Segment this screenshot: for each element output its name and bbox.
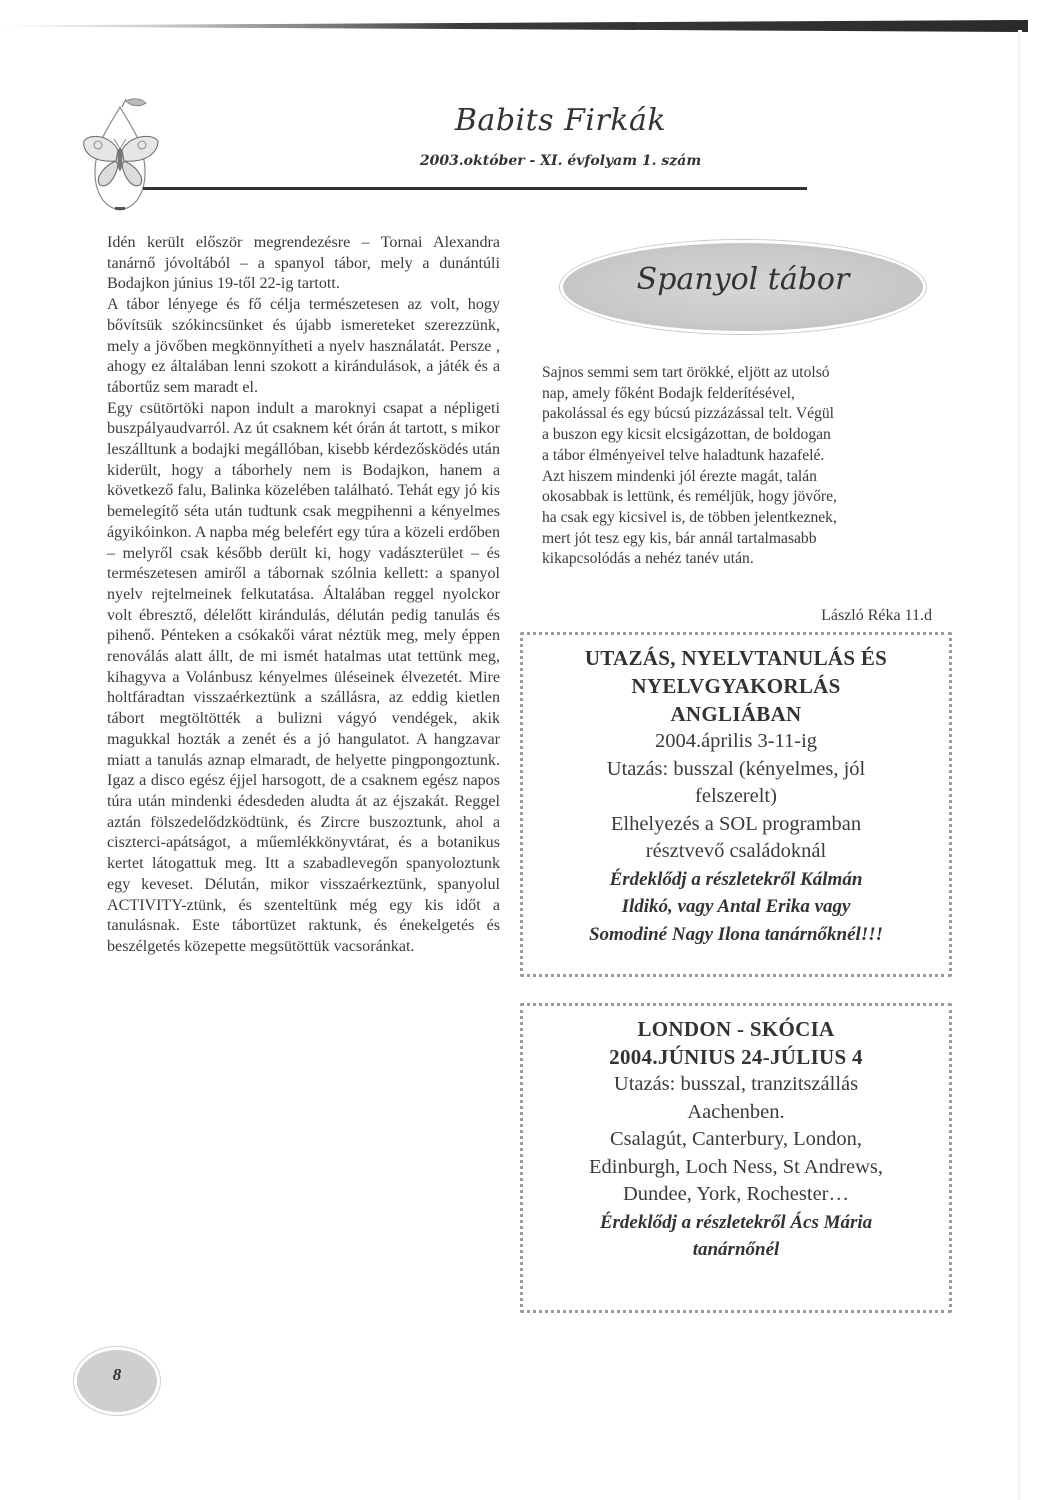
article-line: Sajnos semmi sem tart örökké, eljött az utolsó: [542, 364, 830, 381]
article-line: Azt hiszem mindenki jól érezte magát, talán: [542, 467, 817, 485]
scan-edge-bar: [0, 20, 1028, 32]
article-line: a buszon egy kicsit elcsigázottan, de boldogan: [542, 426, 831, 444]
article-paragraph: Idén került először megrendezésre – Tornai Alexandra tanárnő jóvoltából – a spanyol tábor, mely a dunántúli Bodajkon június 19-től 22-ig tartott.: [107, 234, 500, 293]
ad-heading: NYELVGYAKORLÁS: [631, 674, 841, 698]
ad-heading: ANGLIÁBAN: [670, 702, 802, 726]
ad-box-london-scotland: [520, 1003, 952, 1313]
ad-line: felszerelt): [695, 785, 777, 807]
article-body-left: [107, 233, 500, 958]
ad-heading: LONDON - SKÓCIA: [637, 1017, 835, 1041]
ad-contact: tanárnőnél: [692, 1239, 780, 1260]
ad-line: Edinburgh, Loch Ness, St Andrews,: [588, 1155, 883, 1178]
ad-line: Utazás: busszal, tranzitszállás: [613, 1073, 859, 1095]
article-author: László Réka 11.d: [821, 607, 932, 624]
page-edge: [1018, 30, 1022, 1500]
publication-title: Babits Firkák: [454, 103, 667, 138]
ad-heading: 2004.JÚNIUS 24-JÚLIUS 4: [609, 1045, 863, 1069]
article-paragraph: A tábor lényege és fő célja természetesen az volt, hogy bővítsük szókincsünket és újabb ismereteket szerezzünk, mely a jövőben megkönnyítheti a nyelv használatát. Persze , ahogy ez általában lenni szokott a kirándulások, a játék és a tábortűz sem maradt el.: [107, 296, 500, 396]
article-line: a tábor élményeivel telve haladtunk hazafelé.: [542, 446, 825, 464]
article-line: nap, amely főként Bodajk felderítésével,: [542, 384, 795, 402]
article-heading: Spanyol tábor: [636, 262, 850, 297]
ad-line: Csalagút, Canterbury, London,: [609, 1128, 863, 1150]
article-paragraph: Egy csütörtöki napon indult a maroknyi csapat a népligeti buszpályaudvarról. Az út csaknem két órán át tartott, s mikor leszálltunk a bodajki megállóban, kisebb kérdezősködés után kiderült, hogy a táborhely nem is Bodajkon, hanem a következő falu, Balinka közelében található. Tehát egy jó kis bemelegítő séta után tudtunk csak megpihenni a kényelmes ágyikóinkon. A napba még belefért egy túra a közeli erdőben – melyről csak később derült ki, hogy vadászterület – és természetesen amiről a tábornak szólnia kellett: a spanyol nyelv rejtelmeinek felkutatása. Általában reggel nyolckor volt ébresztő, délelőtt kirándulás, délután pedig tanulás és pihenő. Pénteken a csókakői várat néztük meg, mely éppen renoválás alatt állt, de mi ismét hatalmas utat tettünk meg, kihagyva a Volánbusz kényelmes üléseinek élvezetét. Mire holtfáradtan visszaérkeztünk a szállásra, az eddig kietlen tábort megtöltötték a bulizni vágyó vendégek, akik magukkal hozták a zenét és a jó hangulatot. A hangzavar miatt a tanulás aznap elmaradt, de helyette pingpongoztunk. Igaz a disco egész éjjel harsogott, de a csaknem egész napos túra után mindenki édesdeden aludta át az éjszakát. Reggel aztán fölszedelődzködtünk, és Zircre buszoztunk, ahol a ciszterci-apátságot, a műemlékkönyvtárat, és a botanikus kertet látogattuk meg. Itt a szabadlevegőn spanyoloztunk egy keveset. Délután, mikor visszaérkeztünk, spanyolul ACTIVITY-ztünk, és szenteltünk még egy kis időt a tanulásnak. Este tábortüzet raktunk, és énekelgetés és beszélgetés közepette megsütöttük vacsoránkat.: [107, 399, 500, 955]
article-body-right: [542, 363, 942, 570]
ad-line: Aachenben.: [687, 1100, 785, 1123]
ad-contact: Érdeklődj a részletekről Kálmán: [609, 868, 863, 890]
ad-contact: Somodiné Nagy Ilona tanárnőknél!!!: [588, 923, 884, 945]
article-line: kikapcsolódás a nehéz tanév után.: [542, 550, 754, 568]
ad-line: Dundee, York, Rochester…: [622, 1183, 850, 1205]
issue-info: 2003.október - XI. évfolyam 1. szám: [419, 153, 702, 169]
ad-contact: Érdeklődj a részletekről Ács Mária: [599, 1211, 873, 1233]
ad-line: 2004.április 3-11-ig: [654, 730, 818, 752]
masthead-divider: [143, 187, 807, 190]
ad-line: Elhelyezés a SOL programban: [610, 812, 862, 835]
article-line: pakolással és egy búcsú pizzázással telt. Végül: [542, 405, 835, 423]
ad-box-england: [520, 632, 952, 977]
ad-contact: Ildikó, vagy Antal Erika vagy: [621, 896, 851, 917]
ad-heading: UTAZÁS, NYELVTANULÁS ÉS: [584, 646, 888, 670]
article-line: mert jót tesz egy kis, bár annál tartalmasabb: [542, 529, 817, 547]
ad-line: résztvevő családoknál: [645, 840, 827, 862]
article-line: ha csak egy kicsivel is, de többen jelentkeznek,: [542, 508, 837, 526]
ad-line: Utazás: busszal (kényelmes, jól: [606, 757, 866, 780]
page-number: 8: [112, 1365, 122, 1384]
article-line: okosabbak is lettünk, és reméljük, hogy jövőre,: [542, 488, 837, 506]
